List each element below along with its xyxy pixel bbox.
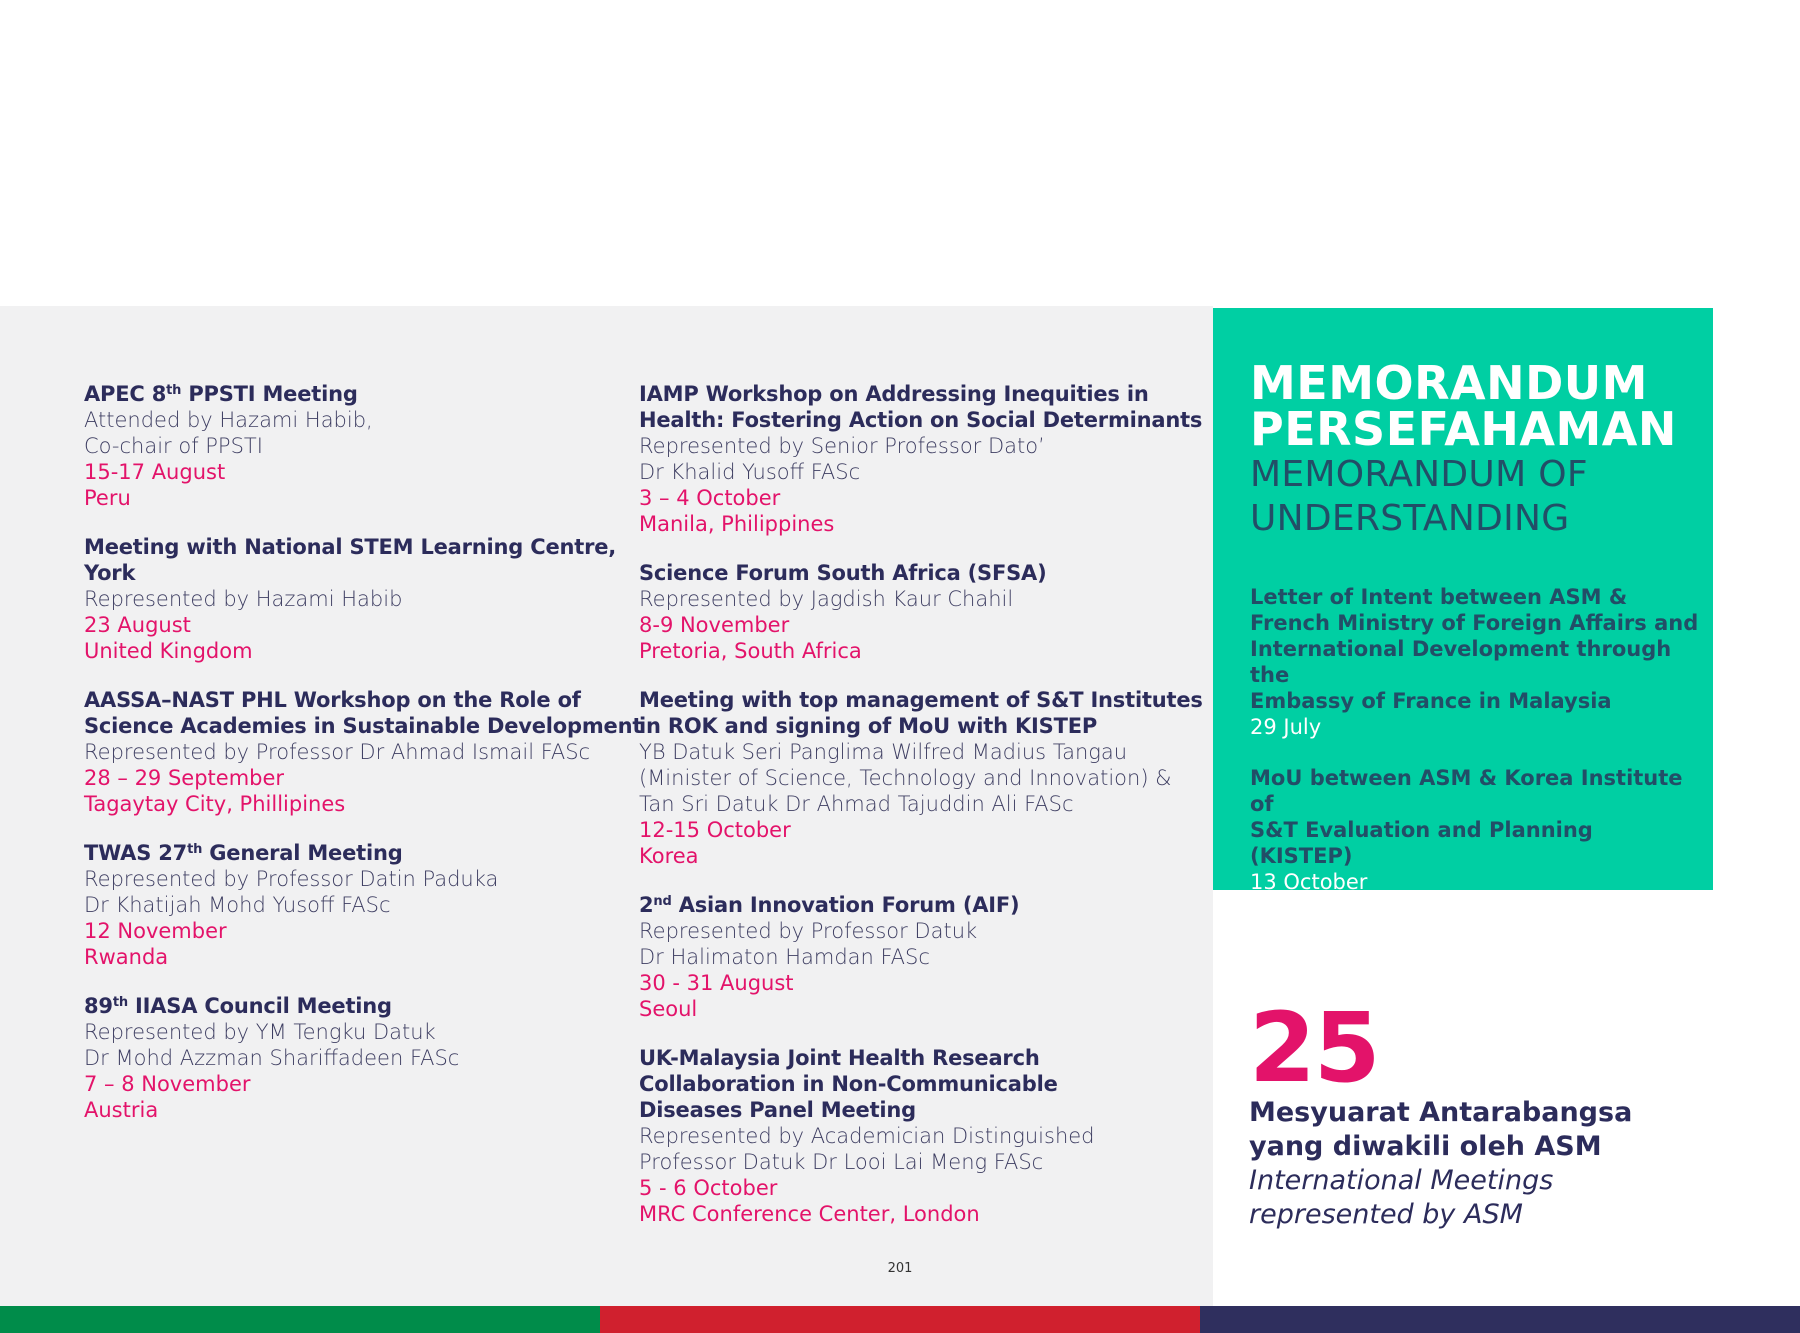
- meeting-place: Tagaytay City, Phillipines: [84, 792, 346, 816]
- mou-entry-title: Letter of Intent between ASM &: [1250, 585, 1628, 609]
- meeting-date: 23 August: [84, 613, 191, 637]
- meeting-place: Manila, Philippines: [639, 512, 835, 536]
- meeting-representative: Represented by Senior Professor Dato’: [639, 434, 1045, 458]
- meeting-representative: Dr Halimaton Hamdan FASc: [639, 945, 930, 969]
- meeting-title: IAMP Workshop on Addressing Inequities in: [639, 382, 1149, 406]
- meeting-place: Korea: [639, 844, 699, 868]
- footer-bar-green: [0, 1306, 600, 1333]
- meeting-title: Science Forum South Africa (SFSA): [639, 561, 1047, 585]
- mou-entry: [1250, 584, 1700, 740]
- stat-label-en: International Meetings: [1249, 1165, 1554, 1196]
- meeting-entry: [639, 687, 1203, 869]
- meeting-title: Science Academies in Sustainable Development: [84, 714, 643, 738]
- meetings-stat: [1249, 992, 1633, 1232]
- meeting-entry: [639, 381, 1203, 537]
- meeting-date: 15-17 August: [84, 460, 226, 484]
- meeting-representative: Represented by Professor Datin Paduka: [84, 867, 499, 891]
- mou-entry-title: International Development through the: [1250, 637, 1672, 687]
- stat-label-ms: yang diwakili oleh ASM: [1249, 1131, 1602, 1162]
- meeting-entry: [84, 381, 604, 511]
- meeting-representative: Dr Khatijah Mohd Yusoff FASc: [84, 893, 391, 917]
- left-meetings-column: [84, 381, 643, 1146]
- meeting-representative: YB Datuk Seri Panglima Wilfred Madius Tangau: [639, 740, 1128, 764]
- meeting-representative: Represented by Jagdish Kaur Chahil: [639, 587, 1014, 611]
- meeting-date: 8-9 November: [639, 613, 790, 637]
- meeting-representative: Co-chair of PPSTI: [84, 434, 263, 458]
- stat-number: 25: [1249, 992, 1379, 1104]
- mou-entry-date: 29 July: [1250, 715, 1322, 739]
- meeting-entry: [84, 534, 617, 664]
- meeting-representative: Attended by Hazami Habib,: [84, 408, 373, 432]
- footer-bar-navy: [1200, 1306, 1800, 1333]
- meeting-place: MRC Conference Center, London: [639, 1202, 980, 1226]
- meeting-title: in ROK and signing of MoU with KISTEP: [639, 714, 1098, 738]
- meeting-date: 7 – 8 November: [84, 1072, 251, 1096]
- meeting-place: Pretoria, South Africa: [639, 639, 862, 663]
- meeting-representative: Dr Mohd Azzman Shariffadeen FASc: [84, 1046, 460, 1070]
- meeting-place: Peru: [84, 486, 131, 510]
- meeting-title: AASSA–NAST PHL Workshop on the Role of: [84, 688, 581, 712]
- meeting-title: 89th IIASA Council Meeting: [84, 994, 392, 1018]
- meeting-title: 2nd Asian Innovation Forum (AIF): [639, 893, 1020, 917]
- meeting-entry: [84, 687, 643, 817]
- meeting-title: Collaboration in Non-Communicable: [639, 1072, 1058, 1096]
- mou-entry-date: 13 October: [1250, 870, 1368, 894]
- mou-entry-title: Embassy of France in Malaysia: [1250, 689, 1612, 713]
- middle-meetings-column: [639, 381, 1203, 1250]
- meeting-title: Diseases Panel Meeting: [639, 1098, 916, 1122]
- meeting-title: Meeting with National STEM Learning Centre,: [84, 535, 617, 559]
- meeting-representative: Represented by Professor Dr Ahmad Ismail FASc: [84, 740, 591, 764]
- meeting-entry: [639, 560, 1199, 664]
- mou-heading-en: MEMORANDUM OF: [1250, 454, 1588, 495]
- mou-entry-title: S&T Evaluation and Planning (KISTEP): [1250, 818, 1593, 868]
- stat-label-en: represented by ASM: [1249, 1199, 1523, 1230]
- meeting-title: APEC 8th PPSTI Meeting: [84, 382, 358, 406]
- meeting-place: Rwanda: [84, 945, 169, 969]
- meeting-entry: [84, 840, 604, 970]
- meeting-title: Meeting with top management of S&T Institutes: [639, 688, 1203, 712]
- mou-entry: [1250, 765, 1700, 895]
- mou-section: [1250, 356, 1700, 920]
- stat-label-ms: Mesyuarat Antarabangsa: [1249, 1097, 1633, 1128]
- mou-entry-title: MoU between ASM & Korea Institute of: [1250, 766, 1683, 816]
- meeting-place: Seoul: [639, 997, 698, 1021]
- meeting-date: 3 – 4 October: [639, 486, 781, 510]
- mou-heading-ms: PERSEFAHAMAN: [1250, 402, 1677, 456]
- meeting-entry: [639, 1045, 1199, 1227]
- meeting-date: 28 – 29 September: [84, 766, 285, 790]
- meeting-representative: Tan Sri Datuk Dr Ahmad Tajuddin Ali FASc: [639, 792, 1074, 816]
- meeting-entry: [84, 993, 604, 1123]
- meeting-title: UK-Malaysia Joint Health Research: [639, 1046, 1040, 1070]
- meeting-representative: (Minister of Science, Technology and Innovation) &: [639, 766, 1172, 790]
- meeting-representative: Represented by Academician Distinguished: [639, 1124, 1095, 1148]
- meeting-title: TWAS 27th General Meeting: [84, 841, 403, 865]
- mou-entry-title: French Ministry of Foreign Affairs and: [1250, 611, 1699, 635]
- mou-heading-ms: MEMORANDUM: [1250, 356, 1648, 410]
- meeting-title: Health: Fostering Action on Social Determinants: [639, 408, 1203, 432]
- page-number: 201: [887, 1261, 913, 1276]
- mou-heading-en: UNDERSTANDING: [1250, 498, 1570, 539]
- mou-list: [1250, 584, 1700, 895]
- meeting-entry: [639, 892, 1199, 1022]
- meeting-date: 12 November: [84, 919, 227, 943]
- meeting-title: York: [84, 561, 136, 585]
- meeting-representative: Professor Datuk Dr Looi Lai Meng FASc: [639, 1150, 1044, 1174]
- meeting-representative: Represented by Hazami Habib: [84, 587, 403, 611]
- meeting-representative: Represented by YM Tengku Datuk: [84, 1020, 436, 1044]
- meeting-place: Austria: [84, 1098, 159, 1122]
- meeting-date: 30 - 31 August: [639, 971, 794, 995]
- meeting-date: 5 - 6 October: [639, 1176, 778, 1200]
- meeting-representative: Represented by Professor Datuk: [639, 919, 978, 943]
- meeting-representative: Dr Khalid Yusoff FASc: [639, 460, 861, 484]
- footer-bar-red: [600, 1306, 1200, 1333]
- meeting-place: United Kingdom: [84, 639, 253, 663]
- meeting-date: 12-15 October: [639, 818, 791, 842]
